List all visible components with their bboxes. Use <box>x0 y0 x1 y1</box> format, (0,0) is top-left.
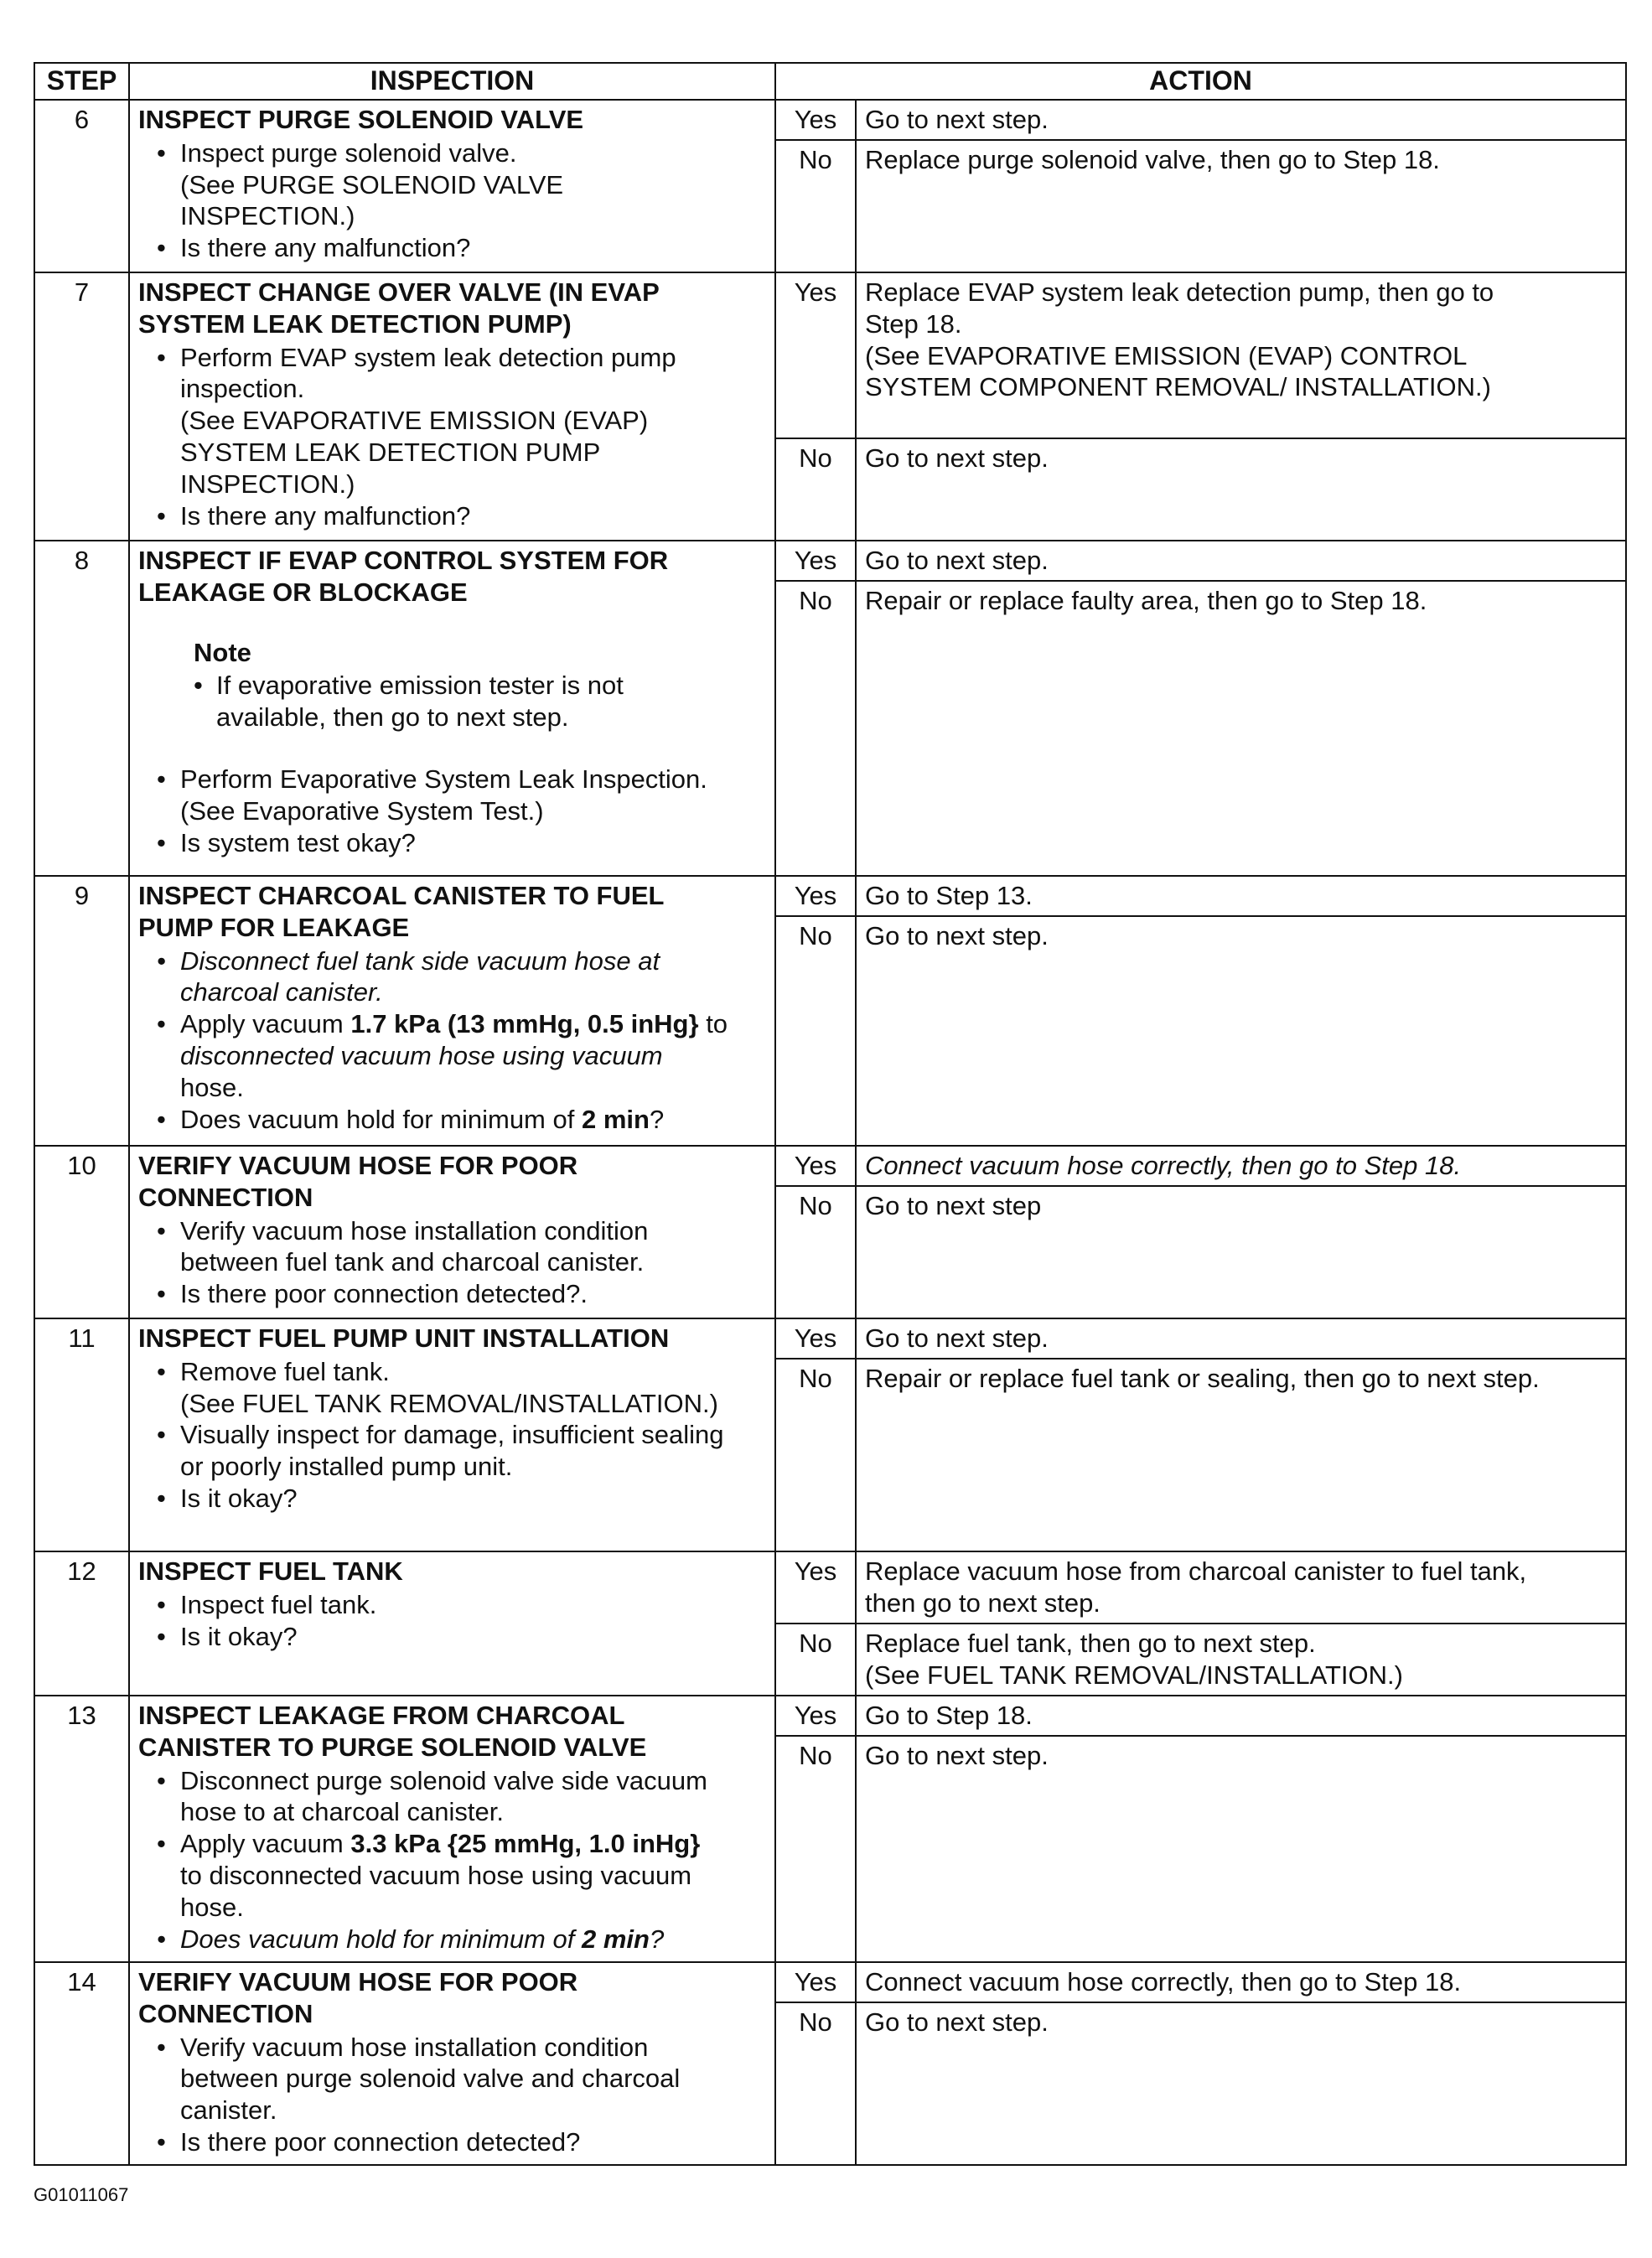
list-item: • Is there any malfunction? <box>138 500 768 532</box>
inspection-cell <box>129 876 775 1146</box>
list-item: • Inspect purge solenoid valve. (See PURGE SOLENOID VALVE INSPECTION.) <box>138 137 768 232</box>
table-row <box>34 541 1626 581</box>
step-title: INSPECT FUEL PUMP UNIT INSTALLATION <box>138 1323 670 1353</box>
step-number: 6 <box>34 100 129 272</box>
step-title: INSPECT LEAKAGE FROM CHARCOAL <box>138 1701 625 1730</box>
no-action: Go to next step. <box>856 916 1626 1146</box>
yes-action: Go to Step 18. <box>856 1696 1626 1736</box>
step-title: INSPECT CHARCOAL CANISTER TO FUEL <box>138 881 665 910</box>
list-item: • Perform EVAP system leak detection pump inspection. (See EVAPORATIVE EMISSION (EVAP) SYSTEM LEAK DETECTION PUMP INSPECTION.) <box>138 342 768 500</box>
no-label: No <box>775 916 856 1146</box>
step-title: VERIFY VACUUM HOSE FOR POOR <box>138 1967 578 1996</box>
no-label: No <box>775 1736 856 1962</box>
no-label: No <box>775 140 856 272</box>
inspection-cell <box>129 1146 775 1318</box>
no-label: No <box>775 581 856 876</box>
list-item: • Apply vacuum 1.7 kPa (13 mmHg, 0.5 inHg} to disconnected vacuum hose using vacuum hose. <box>138 1008 768 1103</box>
no-action: Repair or replace fuel tank or sealing, then go to next step. <box>856 1359 1626 1551</box>
list-item: • Visually inspect for damage, insufficient sealing or poorly installed pump unit. <box>138 1419 768 1483</box>
list-item: • Is there poor connection detected? <box>138 2126 768 2158</box>
inspection-cell <box>129 1696 775 1962</box>
inspection-cell <box>129 1962 775 2165</box>
yes-label: Yes <box>775 1962 856 2002</box>
no-label: No <box>775 438 856 541</box>
no-action: Go to next step <box>856 1186 1626 1318</box>
table-row <box>34 1551 1626 1624</box>
header-inspection: INSPECTION <box>129 63 775 100</box>
step-number: 13 <box>34 1696 129 1962</box>
list-item: • Does vacuum hold for minimum of 2 min? <box>138 1924 768 1955</box>
list-item: • Apply vacuum 3.3 kPa {25 mmHg, 1.0 inHg} to disconnected vacuum hose using vacuum hose. <box>138 1828 768 1923</box>
figure-code: G01011067 <box>34 2184 129 2205</box>
no-action: Go to next step. <box>856 1736 1626 1962</box>
step-title: VERIFY VACUUM HOSE FOR POOR <box>138 1151 578 1180</box>
table-row <box>34 1696 1626 1736</box>
yes-label: Yes <box>775 272 856 438</box>
step-title-cont: SYSTEM LEAK DETECTION PUMP) <box>138 308 572 339</box>
yes-action: Go to next step. <box>856 1318 1626 1359</box>
no-action: Replace purge solenoid valve, then go to Step 18. <box>856 140 1626 272</box>
yes-action: Replace vacuum hose from charcoal canister to fuel tank, then go to next step. <box>856 1551 1626 1624</box>
list-item: • Is it okay? <box>138 1621 768 1653</box>
yes-label: Yes <box>775 876 856 916</box>
no-label: No <box>775 1359 856 1551</box>
list-item: • Disconnect fuel tank side vacuum hose at charcoal canister. <box>138 945 768 1009</box>
step-title: INSPECT IF EVAP CONTROL SYSTEM FOR <box>138 546 669 575</box>
no-action: Go to next step. <box>856 438 1626 541</box>
yes-label: Yes <box>775 1551 856 1624</box>
step-title-cont: PUMP FOR LEAKAGE <box>138 912 410 942</box>
yes-label: Yes <box>775 541 856 581</box>
step-title-cont: CANISTER TO PURGE SOLENOID VALVE <box>138 1732 647 1762</box>
list-item: • Does vacuum hold for minimum of 2 min? <box>138 1104 768 1136</box>
list-item: • Is it okay? <box>138 1483 768 1515</box>
header-step: STEP <box>34 63 129 100</box>
table-row <box>34 1962 1626 2002</box>
list-item: • Inspect fuel tank. <box>138 1589 768 1621</box>
yes-action: Connect vacuum hose correctly, then go to Step 18. <box>856 1146 1626 1186</box>
step-number: 8 <box>34 541 129 876</box>
table-row <box>34 100 1626 140</box>
yes-label: Yes <box>775 1318 856 1359</box>
inspection-cell <box>129 1551 775 1696</box>
table-row <box>34 876 1626 916</box>
yes-action: Go to next step. <box>856 100 1626 140</box>
header-action: ACTION <box>775 63 1626 100</box>
step-title-cont: CONNECTION <box>138 1182 313 1212</box>
yes-label: Yes <box>775 1146 856 1186</box>
step-title: INSPECT PURGE SOLENOID VALVE <box>138 105 584 134</box>
yes-action: Go to Step 13. <box>856 876 1626 916</box>
step-number: 7 <box>34 272 129 541</box>
step-title: INSPECT FUEL TANK <box>138 1556 403 1586</box>
no-action: Repair or replace faulty area, then go to Step 18. <box>856 581 1626 876</box>
step-title-cont: CONNECTION <box>138 1998 313 2028</box>
yes-label: Yes <box>775 1696 856 1736</box>
note-item: • If evaporative emission tester is not available, then go to next step. <box>138 670 768 733</box>
yes-action: Connect vacuum hose correctly, then go to Step 18. <box>856 1962 1626 2002</box>
list-item: • Perform Evaporative System Leak Inspection. (See Evaporative System Test.) <box>138 764 768 827</box>
inspection-cell <box>129 1318 775 1551</box>
yes-label: Yes <box>775 100 856 140</box>
no-label: No <box>775 1624 856 1696</box>
note-title: Note <box>194 637 251 667</box>
no-action: Replace fuel tank, then go to next step. (See FUEL TANK REMOVAL/INSTALLATION.) <box>856 1624 1626 1696</box>
table-row <box>34 1318 1626 1359</box>
step-title: INSPECT CHANGE OVER VALVE (IN EVAP <box>138 277 660 307</box>
no-label: No <box>775 2002 856 2165</box>
diagnostic-procedure-table <box>34 62 1627 2166</box>
list-item: • Is there poor connection detected?. <box>138 1278 768 1310</box>
inspection-cell <box>129 272 775 541</box>
inspection-cell <box>129 100 775 272</box>
inspection-cell <box>129 541 775 876</box>
list-item: • Verify vacuum hose installation condition between purge solenoid valve and charcoal canister. <box>138 2032 768 2126</box>
step-number: 12 <box>34 1551 129 1696</box>
list-item: • Is there any malfunction? <box>138 232 768 264</box>
list-item: • Disconnect purge solenoid valve side vacuum hose to at charcoal canister. <box>138 1765 768 1829</box>
table-row <box>34 272 1626 438</box>
step-number: 9 <box>34 876 129 1146</box>
step-title-cont: LEAKAGE OR BLOCKAGE <box>138 577 468 607</box>
list-item: • Is system test okay? <box>138 827 768 859</box>
no-label: No <box>775 1186 856 1318</box>
table-header-row <box>34 63 1626 100</box>
yes-action: Replace EVAP system leak detection pump, then go to Step 18. (See EVAPORATIVE EMISSION (EVAP) CONTROL SYSTEM COMPONENT REMOVAL/ INSTALLATION.) <box>856 272 1626 438</box>
step-number: 14 <box>34 1962 129 2165</box>
yes-action: Go to next step. <box>856 541 1626 581</box>
no-action: Go to next step. <box>856 2002 1626 2165</box>
list-item: • Verify vacuum hose installation condition between fuel tank and charcoal canister. <box>138 1215 768 1279</box>
table-row <box>34 1146 1626 1186</box>
list-item: • Remove fuel tank. (See FUEL TANK REMOVAL/INSTALLATION.) <box>138 1356 768 1420</box>
step-number: 10 <box>34 1146 129 1318</box>
step-number: 11 <box>34 1318 129 1551</box>
